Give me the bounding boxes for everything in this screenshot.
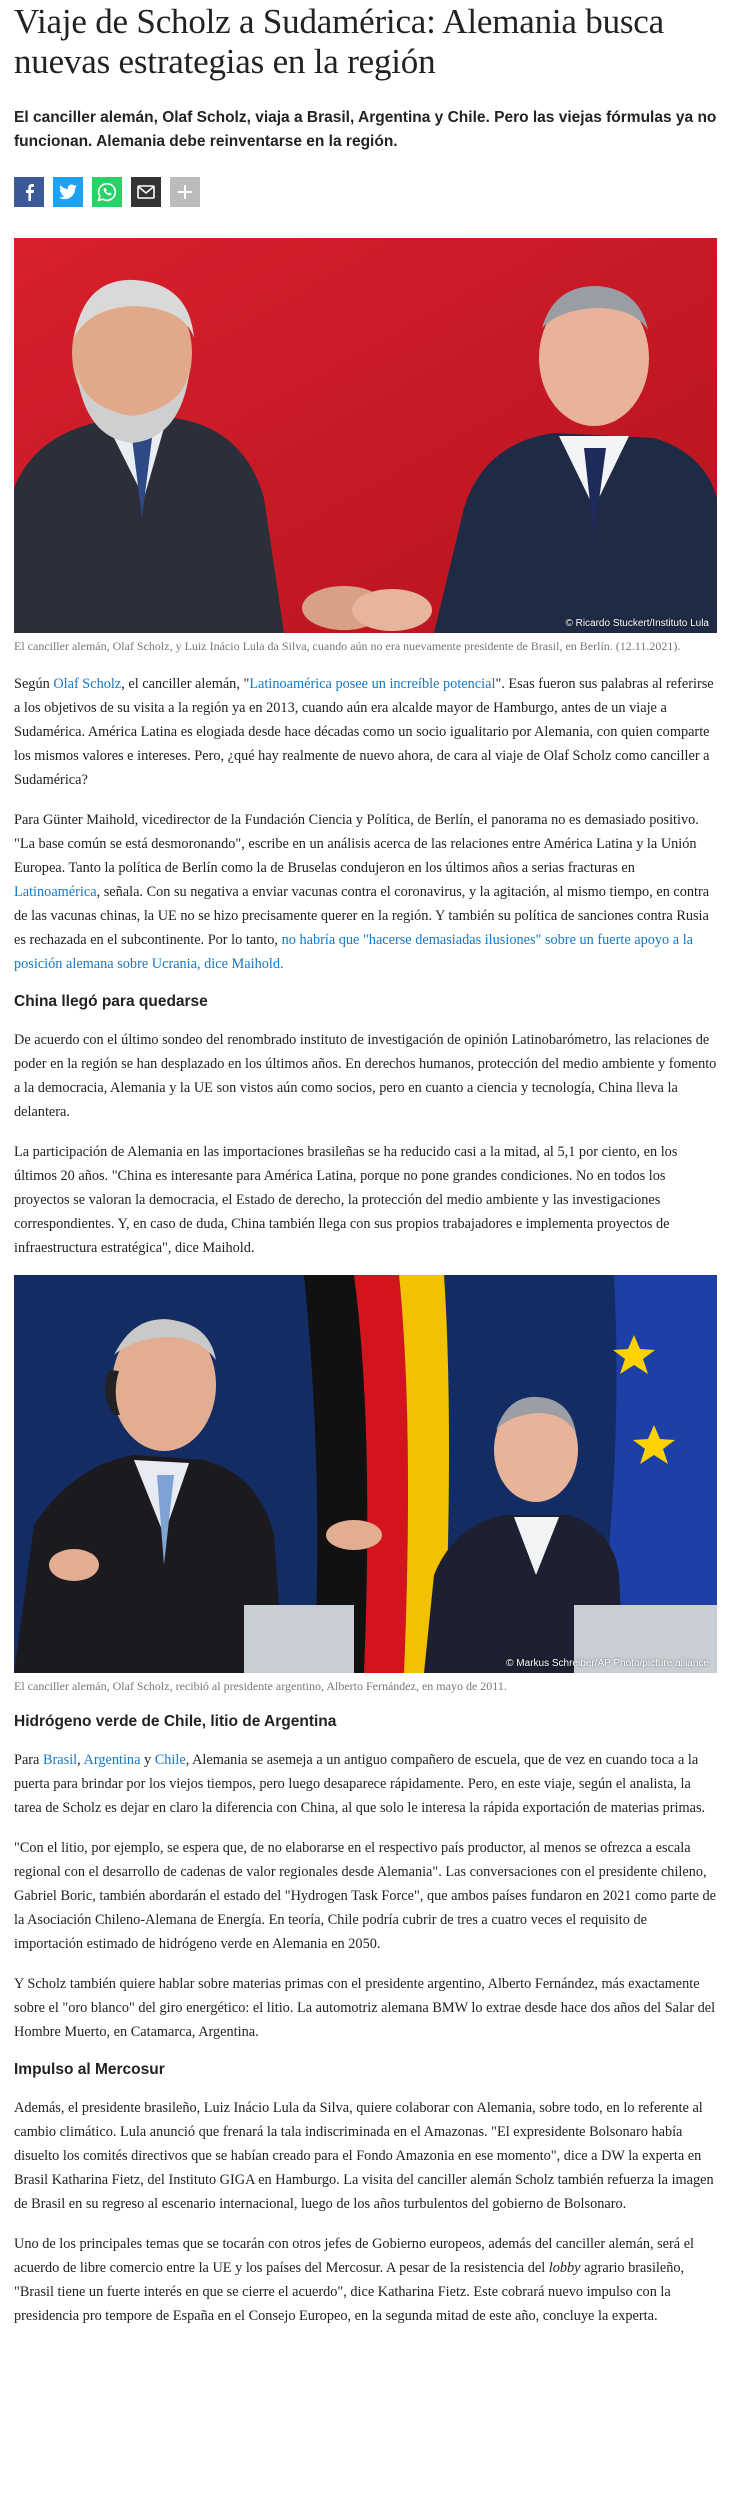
paragraph: Y Scholz también quiere hablar sobre materias primas con el presidente argentino, Alberto Fernández, más exactamente sobre el "oro blanco" del giro energético: el litio. La automotriz alemana BMW lo extrae desde hace dos años del Salar del Hombre Muerto, en Catamarca, Argentina.	[14, 1976, 716, 2040]
text-segment: , el canciller alemán, "	[121, 676, 250, 692]
link-olaf-scholz[interactable]: Olaf Scholz	[53, 676, 122, 692]
text-segment: ". Esas fueron sus palabras al referirse a los objetivos de su visita a la región ya en 2013, cuando aún era alcalde mayor de Hamburgo, antes de un viaje a Sudamérica. América Latina es elogiada desde hace décadas como un socio igualitario por Alemania, con quien comparte los mismos valores e intereses. Pero, ¿qué hay realmente de nuevo ahora, de cara al viaje de Olaf Scholz como canciller a Sudamérica?	[14, 676, 714, 788]
link-argentina[interactable]: Argentina	[83, 1752, 141, 1768]
photo-caption: El canciller alemán, Olaf Scholz, y Luiz Inácio Lula da Silva, cuando aún no era nuevamente presidente de Brasil, en Berlín. (12.11.2021).	[14, 639, 681, 653]
text-segment: agrario brasileño, "Brasil tiene un fuerte interés en que se cierre el acuerdo", dice Katharina Fietz. Este cobrará nuevo impulso con la presidencia pro tempore de España en el Consejo Europeo, en la segunda mitad de este año, concluye la experta.	[14, 2260, 685, 2324]
photo-lula-scholz[interactable]	[14, 238, 717, 633]
photo-credit: © Markus Schreiber/AP Photo/picture alliance	[506, 1658, 709, 1669]
share-facebook-button[interactable]	[14, 177, 44, 207]
article-body	[14, 672, 717, 1260]
text-segment: ,	[77, 1752, 84, 1768]
paragraph	[14, 672, 717, 792]
text-segment: Para Günter Maihold, vicedirector de la Fundación Ciencia y Política, de Berlín, el panorama no es demasiado positivo. "La base común se está desmoronando", escribe en un análisis acerca de las relaciones entre América Latina y la Unión Europea. Tanto la política de Berlín como la de Bruselas condujeron en los últimos años a serias fracturas en	[14, 812, 699, 876]
twitter-icon	[59, 184, 77, 200]
section-heading: Hidrógeno verde de Chile, litio de Argentina	[14, 1713, 337, 1730]
text-segment: Según	[14, 676, 54, 692]
text-segment: y	[140, 1752, 155, 1768]
text-emphasis: lobby	[548, 2260, 581, 2276]
share-twitter-button[interactable]	[53, 177, 83, 207]
section-heading: China llegó para quedarse	[14, 993, 208, 1010]
link-ucrania[interactable]: no habría que "hacerse demasiadas ilusiones" sobre un fuerte apoyo a la posición alemana sobre Ucrania, dice Maihold.	[14, 932, 694, 972]
facebook-icon	[22, 183, 36, 201]
email-icon	[137, 185, 155, 199]
article-body-continued	[14, 1711, 717, 2328]
section-heading: Impulso al Mercosur	[14, 2061, 165, 2078]
paragraph: Además, el presidente brasileño, Luiz Inácio Lula da Silva, quiere colaborar con Alemania, sobre todo, en lo referente al cambio climático. Lula anunció que frenará la tala indiscriminada en el Amazonas. "El expresidente Bolsonaro había disuelto los comités directivos que se habían creado para el Fondo Amazonia en ese momento", dice a DW la experta en Brasil Katharina Fietz, del Instituto GIGA en Hamburgo. La visita del canciller alemán Scholz también refuerza la imagen de Brasil en su regreso al escenario internacional, luego de los años turbulentos del gobierno de Bolsonaro.	[14, 2100, 714, 2212]
article-lead: El canciller alemán, Olaf Scholz, viaja a Brasil, Argentina y Chile. Pero las viejas fórmulas ya no funcionan. Alemania debe reinventarse en la región.	[14, 109, 717, 150]
paragraph	[14, 1748, 717, 1820]
text-segment: , señala. Con su negativa a enviar vacunas contra el coronavirus, y la agitación, al mismo tiempo, en contra de las vacunas chinas, la UE no se hizo precisamente querer en la región. Y también su política de sanciones contra Rusia es rechazada en el subcontinente. Por lo tanto,	[14, 884, 710, 948]
link-latinoamerica-potencial[interactable]: Latinoamérica posee un increíble potencial	[249, 676, 496, 692]
share-email-button[interactable]	[131, 177, 161, 207]
photo-fernandez-scholz[interactable]	[14, 1275, 717, 1673]
photo-illustration	[14, 1275, 717, 1673]
link-brasil[interactable]: Brasil	[42, 1752, 78, 1768]
paragraph	[14, 2232, 717, 2328]
link-latinoamerica[interactable]: Latinoamérica	[14, 884, 97, 900]
text-segment: , Alemania se asemeja a un antiguo compañero de escuela, que de vez en cuando toca a la puerta para brindar por los viejos tiempos, pero luego desaparece rápidamente. Pero, en este viaje, según el analista, la tarea de Scholz es dejar en claro la diferencia con China, al que solo le interesa la rápida exportación de materias primas.	[14, 1752, 706, 1816]
article-title: Viaje de Scholz a Sudamérica: Alemania busca nuevas estrategias en la región	[14, 2, 664, 81]
whatsapp-icon	[97, 182, 117, 202]
figure-fernandez-scholz	[14, 1275, 717, 1695]
share-whatsapp-button[interactable]	[92, 177, 122, 207]
text-segment: Uno de los principales temas que se tocarán con otros jefes de Gobierno europeos, además del canciller alemán, será el acuerdo de libre comercio entre la UE y los países del Mercosur. A pesar de la resistencia del	[14, 2236, 695, 2276]
photo-credit: © Ricardo Stuckert/Instituto Lula	[565, 618, 709, 629]
paragraph: De acuerdo con el último sondeo del renombrado instituto de investigación de opinión Latinobarómetro, las relaciones de poder en la región se han desplazado en los últimos años. En derechos humanos, protección del medio ambiente y fomento a la democracia, Alemania y la UE son vistos aún como socios, pero en cuanto a ciencia y tecnología, China lleva la delantera.	[14, 1032, 717, 1120]
paragraph: La participación de Alemania en las importaciones brasileñas se ha reducido casi a la mitad, al 5,1 por ciento, en los últimos 20 años. "China es interesante para América Latina, porque no pone grandes condiciones. No en todos los proyectos se valoran la democracia, el Estado de derecho, la protección del medio ambiente y las investigaciones correspondientes. Y, en caso de duda, China también llega con sus propios trabajadores e implementa proyectos de infraestructura estratégica", dice Maihold.	[14, 1144, 678, 1256]
share-more-button[interactable]	[170, 177, 200, 207]
figure-lula-scholz	[14, 238, 717, 655]
link-chile[interactable]: Chile	[154, 1752, 186, 1768]
plus-icon	[177, 184, 193, 200]
paragraph	[14, 808, 717, 976]
share-bar	[14, 177, 717, 207]
photo-caption: El canciller alemán, Olaf Scholz, recibió al presidente argentino, Alberto Fernández, en mayo de 2011.	[14, 1679, 507, 1693]
text-segment: Para	[14, 1752, 43, 1768]
photo-illustration	[14, 238, 717, 633]
paragraph: "Con el litio, por ejemplo, se espera que, de no elaborarse en el respectivo país productor, al menos se ofrezca a escala regional con el desarrollo de cadenas de valor regionales desde Alemania". Las conversaciones con el presidente chileno, Gabriel Boric, también abordarán el estado del "Hydrogen Task Force", que ambos países fundaron en 2021 como parte de la Asociación Chileno-Alemana de Energía. En teoría, Chile podría cubrir de tres a cuatro veces el requisito de importación estimado de hidrógeno verde en Alemania en 2050.	[14, 1840, 716, 1952]
